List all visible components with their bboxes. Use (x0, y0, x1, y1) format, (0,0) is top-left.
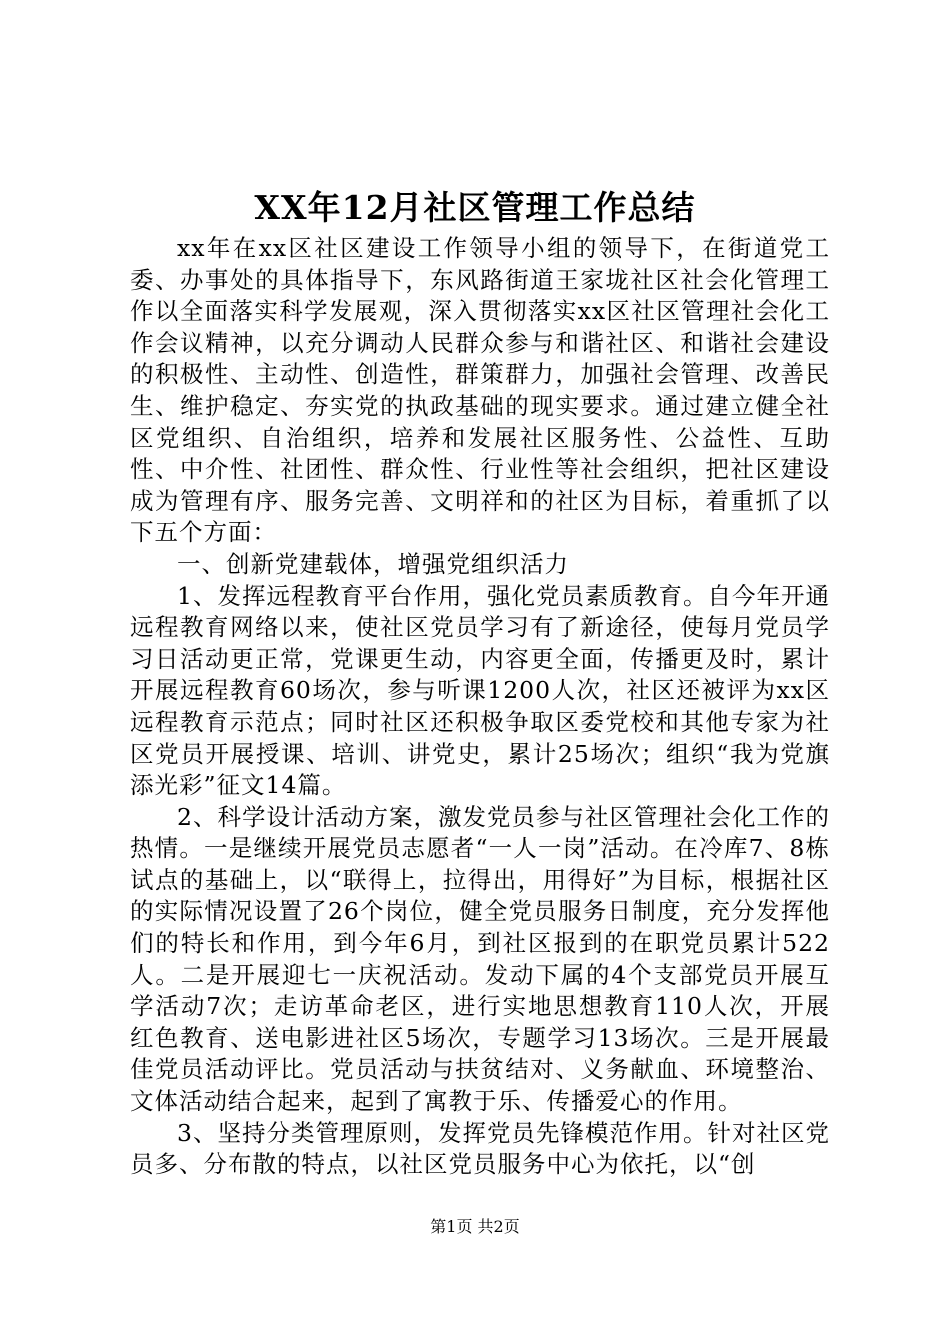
document-body (130, 233, 830, 1181)
paragraph-item-1: 1、发挥远程教育平台作用，强化党员素质教育。自今年开通远程教育网络以来，使社区党员学习有了新途径，使每月党员学习日活动更正常，党课更生动，内容更全面，传播更及时，累计开展远程教育60场次，参与听课1200人次，社区还被评为xx区远程教育示范点；同时社区还积极争取区委党校和其他专家为社区党员开展授课、培训、讲党史，累计25场次；组织“我为党旗添光彩”征文14篇。 (130, 581, 830, 800)
page-number-footer: 第1页 共2页 (430, 1217, 520, 1236)
section-heading-1: 一、创新党建载体，增强党组织活力 (177, 549, 569, 578)
paragraph-intro: xx年在xx区社区建设工作领导小组的领导下，在街道党工委、办事处的具体指导下，东风路街道王家垅社区社会化管理工作以全面落实科学发展观，深入贯彻落实xx区社区管理社会化工作会议精神，以充分调动人民群众参与和谐社区、和谐社会建设的积极性、主动性、创造性，群策群力，加强社会管理、改善民生、维护稳定、夯实党的执政基础的现实要求。通过建立健全社区党组织、自治组织，培养和发展社区服务性、公益性、互助性、中介性、社团性、群众性、行业性等社会组织，把社区建设成为管理有序、服务完善、文明祥和的社区为目标，着重抓了以下五个方面： (130, 234, 830, 547)
paragraph-item-2: 2、科学设计活动方案，激发党员参与社区管理社会化工作的热情。一是继续开展党员志愿者“一人一岗”活动。在冷库7、8栋试点的基础上，以“联得上，拉得出，用得好”为目标，根据社区的实际情况设置了26个岗位，健全党员服务日制度，充分发挥他们的特长和作用，到今年6月，到社区报到的在职党员累计522人。二是开展迎七一庆祝活动。发动下属的4个支部党员开展互学活动7次；走访革命老区，进行实地思想教育110人次，开展红色教育、送电影进社区5场次，专题学习13场次。三是开展最佳党员活动评比。党员活动与扶贫结对、义务献血、环境整治、文体活动结合起来，起到了寓教于乐、传播爱心的作用。 (130, 802, 830, 1116)
paragraph-item-3: 3、坚持分类管理原则，发挥党员先锋模范作用。针对社区党员多、分布散的特点，以社区党员服务中心为依托，以“创 (130, 1118, 830, 1179)
document-title: XX年12月社区管理工作总结 (254, 188, 696, 227)
